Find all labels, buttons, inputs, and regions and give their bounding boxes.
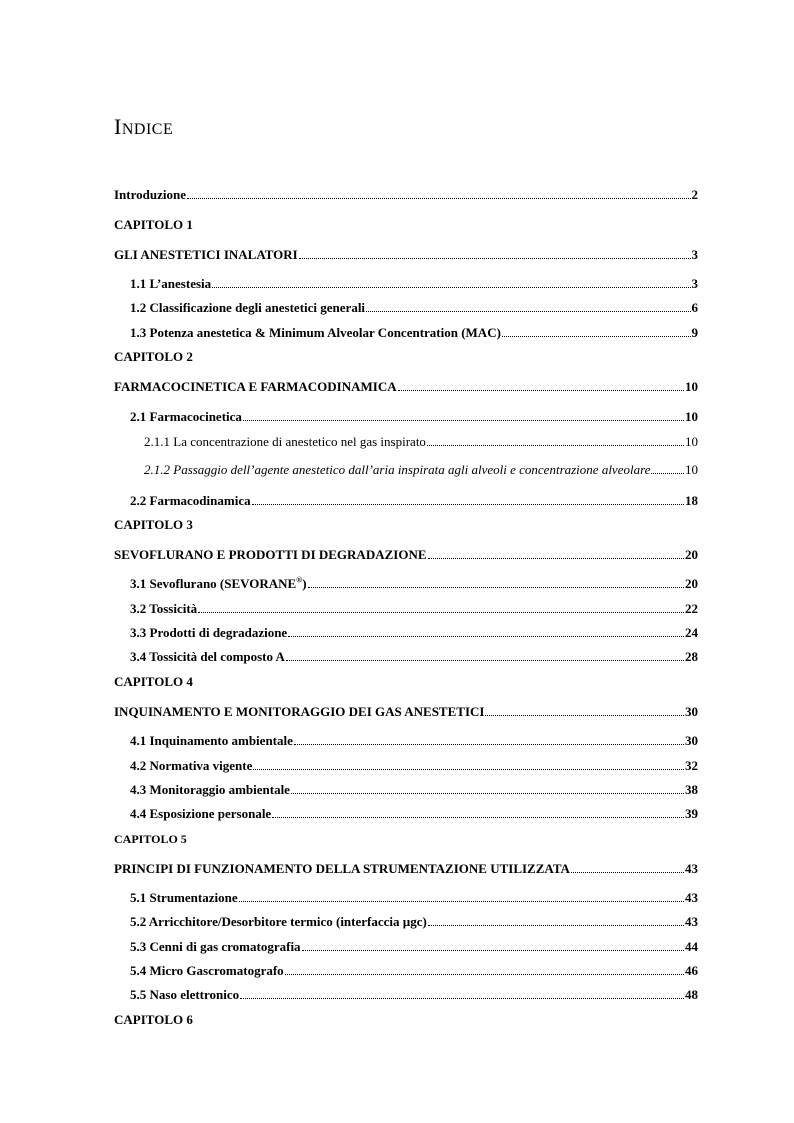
- toc-entry[interactable]: [130, 963, 698, 979]
- toc-entry-title: INQUINAMENTO E MONITORAGGIO DEI GAS ANESTETICI: [114, 704, 485, 719]
- toc-page-number: 43: [685, 890, 698, 905]
- toc-page-number: 38: [685, 782, 698, 797]
- dot-leader: [366, 311, 690, 312]
- dot-leader: [651, 473, 684, 474]
- toc-entry[interactable]: [130, 782, 698, 798]
- toc-entry[interactable]: [130, 625, 698, 641]
- toc-entry[interactable]: [144, 434, 698, 450]
- toc-page-number: 32: [685, 758, 698, 773]
- toc-page-number: 28: [685, 649, 698, 664]
- toc-page-number: 18: [685, 493, 698, 508]
- toc-entry-title: FARMACOCINETICA E FARMACODINAMICA: [114, 379, 397, 394]
- dot-leader: [294, 744, 684, 745]
- toc-page-number: 2: [691, 187, 698, 202]
- toc-chapter-label: [114, 349, 698, 365]
- toc-entry[interactable]: [130, 493, 698, 509]
- dot-leader: [571, 872, 684, 873]
- toc-page-number: 30: [685, 704, 698, 719]
- toc-entry[interactable]: [130, 276, 698, 292]
- dot-leader: [198, 612, 684, 613]
- toc-page-number: 43: [685, 914, 698, 929]
- toc-page-number: 44: [685, 939, 698, 954]
- toc-entry-title: 4.1 Inquinamento ambientale: [130, 733, 293, 748]
- toc-page-number: 10: [685, 409, 698, 424]
- toc-entry[interactable]: [130, 890, 698, 906]
- toc-entry-title: CAPITOLO 1: [114, 217, 193, 232]
- toc-chapter-label: [114, 674, 698, 690]
- toc-entry-title: CAPITOLO 4: [114, 674, 193, 689]
- dot-leader: [299, 258, 691, 259]
- toc-entry-title: 1.3 Potenza anestetica & Minimum Alveolar Concentration (MAC): [130, 325, 501, 340]
- toc-entry-title: 5.3 Cenni di gas cromatografia: [130, 939, 301, 954]
- toc-entry[interactable]: [130, 939, 698, 955]
- toc-entry[interactable]: [130, 325, 698, 341]
- toc-entry-title: 5.4 Micro Gascromatografo: [130, 963, 284, 978]
- toc-page-number: 6: [691, 300, 698, 315]
- toc-page-number: 3: [691, 276, 698, 291]
- toc-entry-title: 5.5 Naso elettronico: [130, 987, 240, 1002]
- dot-leader: [308, 587, 684, 588]
- toc-entry[interactable]: [114, 861, 698, 877]
- toc-entry-title: 5.2 Arricchitore/Desorbitore termico (interfaccia µgc): [130, 914, 427, 929]
- registered-mark: ®: [296, 575, 303, 585]
- toc-entry-title: CAPITOLO 2: [114, 349, 193, 364]
- title-initial: I: [114, 114, 122, 139]
- dot-leader: [286, 660, 684, 661]
- dot-leader: [288, 636, 684, 637]
- toc-entry-title: 2.1.2 Passaggio dell’agente anestetico dall’aria inspirata agli alveoli e concentrazione alveolare: [144, 462, 651, 477]
- toc-entry-title: 4.3 Monitoraggio ambientale: [130, 782, 290, 797]
- toc-entry-title: 3.2 Tossicità: [130, 601, 198, 616]
- dot-leader: [285, 974, 684, 975]
- dot-leader: [239, 901, 684, 902]
- toc-entry[interactable]: [114, 187, 698, 203]
- toc-entry-title: 4.2 Normativa vigente: [130, 758, 253, 773]
- toc-chapter-label: [114, 1012, 698, 1028]
- toc-entry[interactable]: [144, 462, 698, 478]
- toc-entry-title: 2.2 Farmacodinamica: [130, 493, 251, 508]
- toc-page-number: 24: [685, 625, 698, 640]
- toc-entry-title: GLI ANESTETICI INALATORI: [114, 247, 298, 262]
- toc-page-number: 3: [691, 247, 698, 262]
- toc-entry-title: 1.2 Classificazione degli anestetici generali: [130, 300, 366, 315]
- toc-entry[interactable]: [114, 247, 698, 263]
- dot-leader: [485, 715, 684, 716]
- toc-entry[interactable]: [114, 704, 698, 720]
- toc-entry-title: CAPITOLO 5: [114, 832, 187, 846]
- dot-leader: [291, 793, 684, 794]
- dot-leader: [252, 504, 684, 505]
- toc-entry-title: 2.1.1 La concentrazione di anestetico nel gas inspirato: [144, 434, 426, 449]
- toc-page-number: 46: [685, 963, 698, 978]
- toc-entry-title: 3.4 Tossicità del composto A: [130, 649, 285, 664]
- dot-leader: [240, 998, 684, 999]
- toc-entry-title: 5.1 Strumentazione: [130, 890, 238, 905]
- toc-entry[interactable]: [130, 300, 698, 316]
- toc-entry-title: 3.3 Prodotti di degradazione: [130, 625, 288, 640]
- toc-entry-title: CAPITOLO 3: [114, 517, 193, 532]
- toc-page-number: 10: [685, 462, 698, 477]
- dot-leader: [187, 198, 691, 199]
- dot-leader: [212, 287, 690, 288]
- toc-page-number: 30: [685, 733, 698, 748]
- toc-entry-title: 3.1 Sevoflurano (SEVORANE®): [130, 575, 307, 591]
- toc-entry[interactable]: [114, 379, 698, 395]
- dot-leader: [253, 769, 684, 770]
- toc-entry[interactable]: [130, 806, 698, 822]
- dot-leader: [427, 445, 684, 446]
- toc-chapter-label: [114, 217, 698, 233]
- toc-entry[interactable]: [130, 733, 698, 749]
- dot-leader: [398, 390, 684, 391]
- toc-chapter-label: [114, 517, 698, 533]
- toc-entry-title: SEVOFLURANO E PRODOTTI DI DEGRADAZIONE: [114, 547, 427, 562]
- title-suffix: ): [302, 576, 307, 591]
- toc-chapter-label: [114, 831, 698, 847]
- toc-entry-title: 4.4 Esposizione personale: [130, 806, 272, 821]
- toc-entry[interactable]: [130, 649, 698, 665]
- dot-leader: [302, 950, 684, 951]
- dot-leader: [502, 336, 691, 337]
- toc-entry[interactable]: [114, 547, 698, 563]
- toc-page-number: 20: [685, 576, 698, 591]
- toc-entry-title: 2.1 Farmacocinetica: [130, 409, 242, 424]
- toc-entry-title: PRINCIPI DI FUNZIONAMENTO DELLA STRUMENTAZIONE UTILIZZATA: [114, 861, 570, 876]
- toc-entry[interactable]: [130, 576, 698, 592]
- toc-entry[interactable]: [130, 409, 698, 425]
- toc-page-number: 43: [685, 861, 698, 876]
- toc-page-number: 9: [691, 325, 698, 340]
- toc-page-number: 10: [685, 379, 698, 394]
- dot-leader: [272, 817, 684, 818]
- dot-leader: [243, 420, 684, 421]
- dot-leader: [428, 925, 684, 926]
- toc-entry-title: Introduzione: [114, 187, 186, 202]
- toc-entry-title: 1.1 L’anestesia: [130, 276, 212, 291]
- toc-entry[interactable]: [130, 758, 698, 774]
- toc-page-number: 39: [685, 806, 698, 821]
- toc-page-number: 48: [685, 987, 698, 1002]
- title-rest: NDICE: [121, 121, 174, 138]
- toc-entry[interactable]: [130, 914, 698, 930]
- toc-entry[interactable]: [130, 601, 698, 617]
- toc-page-number: 22: [685, 601, 698, 616]
- toc-entry[interactable]: [130, 987, 698, 1003]
- toc-entry-title: CAPITOLO 6: [114, 1012, 193, 1027]
- toc-page-number: 10: [685, 434, 698, 449]
- toc-page-number: 20: [685, 547, 698, 562]
- dot-leader: [428, 558, 684, 559]
